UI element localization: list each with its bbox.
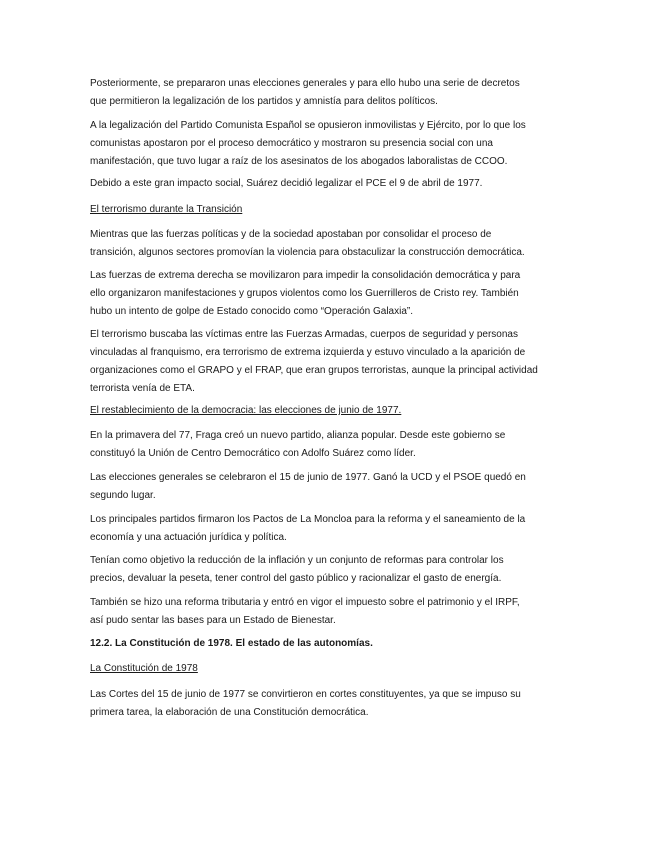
paragraph-extrema-derecha: Las fuerzas de extrema derecha se movilizaron para impedir la consolidación democrática y para ello organizaron manifestaciones y grupos violentos como los Guerrilleros de Cristo rey. También hubo un intento de golpe de Estado conocido como “Operación Galaxia”.	[90, 270, 521, 317]
paragraph-fraga: En la primavera del 77, Fraga creó un nuevo partido, alianza popular. Desde este gobierno se constituyó la Unión de Centro Democrático con Adolfo Suárez como líder.	[90, 430, 506, 459]
paragraph-legalizacion-pce: A la legalización del Partido Comunista Español se opusieron inmovilistas y Ejército, por lo que los comunistas apostaron por el proceso democrático y mostraron su presencia social con una manifestación, que tuvo lugar a raíz de los asesinatos de los abogados laboralistas de CCOO.	[90, 120, 526, 167]
paragraph-suarez-pce: Debido a este gran impacto social, Suárez decidió legalizar el PCE el 9 de abril de 1977.	[90, 178, 483, 189]
heading-constitucion-1978: La Constitución de 1978	[90, 663, 198, 674]
paragraph-elecciones-1977: Las elecciones generales se celebraron el 15 de junio de 1977. Ganó la UCD y el PSOE quedó en segundo lugar.	[90, 472, 526, 501]
paragraph-objetivos: Tenían como objetivo la reducción de la inflación y un conjunto de reformas para controlar los precios, devaluar la peseta, tener control del gasto público y racionalizar el gasto de energía.	[90, 555, 504, 584]
heading-terrorismo: El terrorismo durante la Transición	[90, 204, 243, 215]
paragraph-reforma-tributaria: También se hizo una reforma tributaria y entró en vigor el impuesto sobre el patrimonio y el IRPF, así pudo sentar las bases para un Estado de Bienestar.	[90, 597, 520, 626]
section-title-constitucion: 12.2. La Constitución de 1978. El estado de las autonomías.	[90, 638, 373, 649]
paragraph-elecciones-decretos: Posteriormente, se prepararon unas elecciones generales y para ello hubo una serie de decretos que permitieron la legalización de los partidos y amnistía para delitos políticos.	[90, 78, 520, 107]
paragraph-pactos-moncloa: Los principales partidos firmaron los Pactos de La Moncloa para la reforma y el saneamiento de la economía y una actuación jurídica y política.	[90, 514, 526, 543]
paragraph-fuerzas-politicas: Mientras que las fuerzas políticas y de la sociedad apostaban por consolidar el proceso de transición, algunos sectores promovían la violencia para obstaculizar la construcción democrática.	[90, 229, 525, 258]
paragraph-cortes-constituyentes: Las Cortes del 15 de junio de 1977 se convirtieron en cortes constituyentes, ya que se impuso su primera tarea, la elaboración de una Constitución democrática.	[90, 689, 521, 718]
paragraph-terrorismo-victimas: El terrorismo buscaba las víctimas entre las Fuerzas Armadas, cuerpos de seguridad y personas vinculadas al franquismo, era terrorismo de extrema izquierda y estuvo vinculado a la aparición de organizaciones como el GRAPO y el FRAP, que eran grupos terroristas, aunque la principal actividad terrorista venía de ETA.	[90, 329, 538, 394]
heading-restablecimiento: El restablecimiento de la democracia: las elecciones de junio de 1977.	[90, 405, 402, 416]
